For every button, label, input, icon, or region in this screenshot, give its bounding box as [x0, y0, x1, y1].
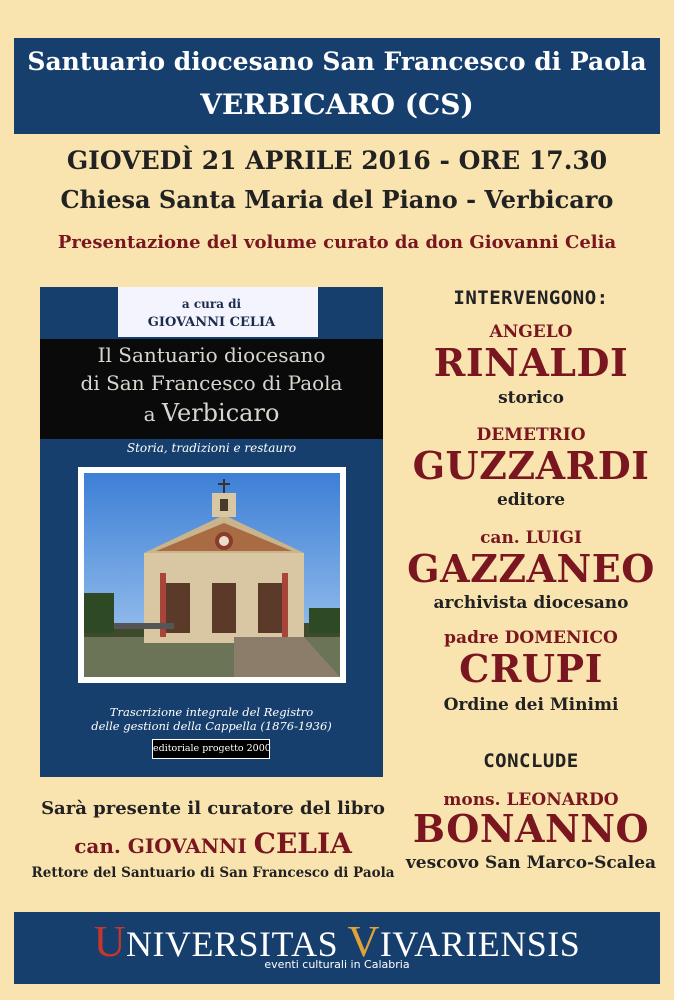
book-cover — [40, 287, 383, 777]
speaker-last-name: CRUPI — [459, 646, 603, 691]
book-subtitle: Storia, tradizioni e restauro — [126, 441, 297, 455]
presentation-line: Presentazione del volume curato da don Giovanni Celia — [57, 232, 617, 253]
speaker-last-name: GAZZANEO — [407, 546, 655, 591]
speaker-role: Ordine dei Minimi — [443, 695, 619, 715]
book-title-line3: a Verbicaro — [143, 399, 280, 427]
book-publisher: editoriale progetto 2000 — [152, 739, 270, 759]
event-venue: Chiesa Santa Maria del Piano - Verbicaro — [60, 185, 614, 214]
book-title-line1: Il Santuario diocesano — [97, 343, 326, 367]
footer-tagline: eventi culturali in Calabria — [264, 958, 410, 971]
conclusion-heading: CONCLUDE — [483, 750, 579, 772]
conclusion-last-name: BONANNO — [412, 806, 650, 851]
speaker-first-name: ANGELO — [489, 322, 573, 342]
book-note-line1: Trascrizione integrale del Registro — [109, 705, 314, 719]
curator-role: Rettore del Santuario di San Francesco di Paola — [31, 865, 395, 881]
curator-line: Sarà presente il curatore del libro — [41, 798, 385, 819]
speaker-first-name: DEMETRIO — [476, 425, 586, 445]
event-date-time: GIOVEDÌ 21 APRILE 2016 - ORE 17.30 — [66, 146, 608, 175]
book-title-line2: di San Francesco di Paola — [80, 371, 343, 395]
church-photo — [78, 467, 346, 683]
location-title: VERBICARO (CS) — [200, 88, 474, 121]
curator-name: can. GIOVANNI CELIA — [74, 827, 352, 860]
book-edited-by: a cura di — [181, 297, 242, 311]
sanctuary-title: Santuario diocesano San Francesco di Paola — [27, 47, 647, 76]
book-note-line2: delle gestioni della Cappella (1876-1936) — [91, 719, 332, 733]
speaker-last-name: GUZZARDI — [412, 443, 650, 488]
speaker-first-name: can. LUIGI — [480, 528, 582, 548]
conclusion-first-name: mons. LEONARDO — [443, 790, 619, 810]
universitas-logo: UNIVERSITAS VIVARIENSIS — [93, 917, 581, 966]
conclusion-role: vescovo San Marco-Scalea — [405, 853, 657, 873]
speaker-role: archivista diocesano — [433, 593, 629, 613]
speaker-last-name: RINALDI — [433, 340, 629, 385]
speaker-first-name: padre DOMENICO — [444, 628, 618, 648]
book-editor: GIOVANNI CELIA — [147, 315, 276, 330]
speakers-heading: INTERVENGONO: — [453, 287, 609, 309]
speaker-role: editore — [496, 490, 566, 510]
speaker-role: storico — [498, 388, 564, 408]
